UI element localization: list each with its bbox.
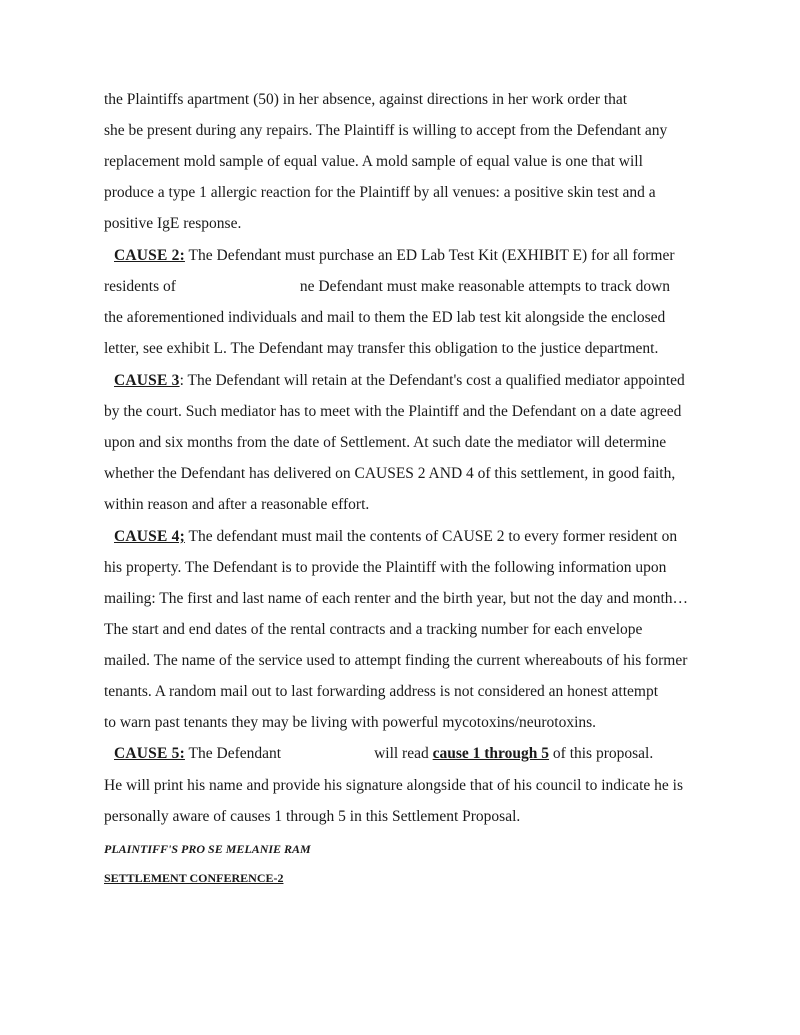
cause-3-text: : The Defendant will retain at the Defendant's cost a qualified mediator appointed (179, 372, 685, 389)
cause-3-line: upon and six months from the date of Settlement. At such date the mediator will determine (104, 434, 667, 451)
cause-2-line (114, 247, 675, 265)
cause-4-text: The defendant must mail the contents of CAUSE 2 to every former resident on (184, 528, 678, 545)
cause-5-line: personally aware of causes 1 through 5 in this Settlement Proposal. (104, 808, 521, 825)
cause-2-text: residents of (104, 278, 176, 295)
cause-4-line: The start and end dates of the rental contracts and a tracking number for each envelope (104, 621, 643, 638)
cause-3-line (114, 372, 685, 390)
footer-subtitle: SETTLEMENT CONFERENCE-2 (104, 871, 284, 885)
cause-4-line: his property. The Defendant is to provide the Plaintiff with the following information upon (104, 559, 667, 576)
paragraph-line: replacement mold sample of equal value. A mold sample of equal value is one that will (104, 153, 643, 170)
cause-4-line: mailed. The name of the service used to attempt finding the current whereabouts of his former (104, 652, 688, 669)
cause-3-line: by the court. Such mediator has to meet with the Plaintiff and the Defendant on a date agreed (104, 403, 682, 420)
cause-range-emphasis: cause 1 through 5 (432, 745, 550, 762)
paragraph-line: positive IgE response. (104, 215, 242, 232)
cause-4-line: mailing: The first and last name of each renter and the birth year, but not the day and month… (104, 590, 689, 607)
cause-2-text: ne Defendant must make reasonable attempts to track down (299, 278, 671, 295)
cause-3-line: within reason and after a reasonable effort. (104, 496, 370, 513)
cause-5-line: He will print his name and provide his signature alongside that of his council to indicate he is (104, 777, 683, 794)
cause-2-line: letter, see exhibit L. The Defendant may transfer this obligation to the justice department. (104, 340, 659, 357)
cause-5-text: will read (374, 745, 433, 762)
footer-title: PLAINTIFF'S PRO SE MELANIE RAM (104, 842, 311, 856)
cause-4-line (114, 528, 677, 546)
paragraph-line: she be present during any repairs. The Plaintiff is willing to accept from the Defendant any (104, 122, 668, 139)
cause-3-line: whether the Defendant has delivered on CAUSES 2 AND 4 of this settlement, in good faith, (104, 465, 676, 482)
cause-2-line (104, 278, 670, 296)
cause-2-line: the aforementioned individuals and mail to them the ED lab test kit alongside the enclosed (104, 309, 666, 326)
cause-2-label: CAUSE 2: (114, 247, 185, 264)
cause-4-label: CAUSE 4; (114, 528, 185, 545)
cause-5-text: of this proposal. (549, 745, 654, 762)
cause-5-label: CAUSE 5: (114, 745, 185, 762)
cause-5-text: The Defendant (184, 745, 282, 762)
paragraph-line: produce a type 1 allergic reaction for the Plaintiff by all venues: a positive skin test and a (104, 184, 656, 201)
paragraph-line: the Plaintiffs apartment (50) in her absence, against directions in her work order that (104, 91, 628, 108)
cause-4-line: tenants. A random mail out to last forwarding address is not considered an honest attempt (104, 683, 659, 700)
cause-4-line: to warn past tenants they may be living with powerful mycotoxins/neurotoxins. (104, 714, 597, 731)
cause-5-line (114, 745, 653, 763)
cause-2-text: The Defendant must purchase an ED Lab Test Kit (EXHIBIT E) for all former (184, 247, 675, 264)
cause-3-label: CAUSE 3 (114, 372, 180, 389)
